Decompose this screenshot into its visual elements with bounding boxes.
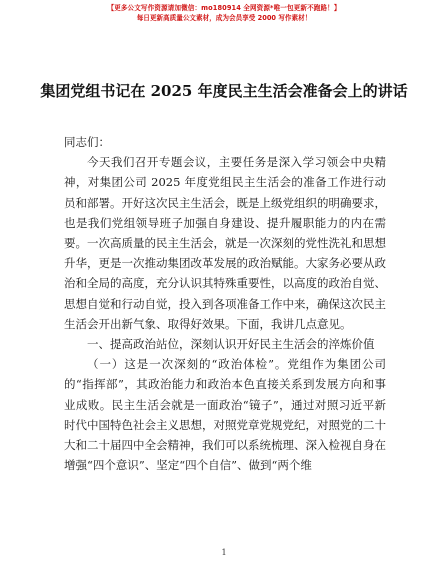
- subsection-paragraph: （一）这是一次深刻的“政治体检”。党组作为集团公司的“指挥部”，其政治能力和政治本色直接关系到发展方向和事业成败。民主生活会就是一面政治“镜子”，通过对照习近平新时代中国特色社会主义思想，对照党章党规党纪，对照党的二十大和二十届四中全会精神，我们可以系统梳理、深入检视自身在增强“四个意识”、坚定“四个自信”、做到“两个维: [64, 357, 386, 473]
- promo-banner-line-1: 【更多公文写作资源请加微信：mo180914 全网资源*唯一包更新不跑路！】: [107, 4, 341, 12]
- document-body: [64, 132, 386, 475]
- promo-banner-line-2: 每日更新高质量公文素材，成为会员享受 2000 写作素材！: [136, 14, 312, 22]
- page-number: 1: [221, 548, 227, 557]
- document-title: 集团党组书记在 2025 年度民主生活会准备会上的讲话: [40, 82, 408, 100]
- intro-paragraph: 今天我们召开专题会议，主要任务是深入学习领会中央精神，对集团公司 2025 年度党组民主生活会的准备工作进行动员和部署。开好这次民主生活会，既是上级党组织的明确要求，也是我们党组领导班子加强自身建设、提升履职能力的内在需要。一次高质量的民主生活会，就是一次深刻的党性洗礼和思想升华，更是一次推动集团改革发展的政治赋能。大家务必要从政治和全局的高度，充分认识其特殊重要性，以高度的政治自觉、思想自觉和行动自觉，投入到各项准备工作中来，确保这次民主生活会开出新气象、取得好效果。下面，我讲几点意见。: [64, 155, 386, 331]
- promo-banner: [0, 4, 448, 23]
- section-heading: 一、提高政治站位，深刻认识开好民主生活会的淬炼价值: [87, 337, 375, 352]
- salutation: 同志们：: [64, 135, 110, 149]
